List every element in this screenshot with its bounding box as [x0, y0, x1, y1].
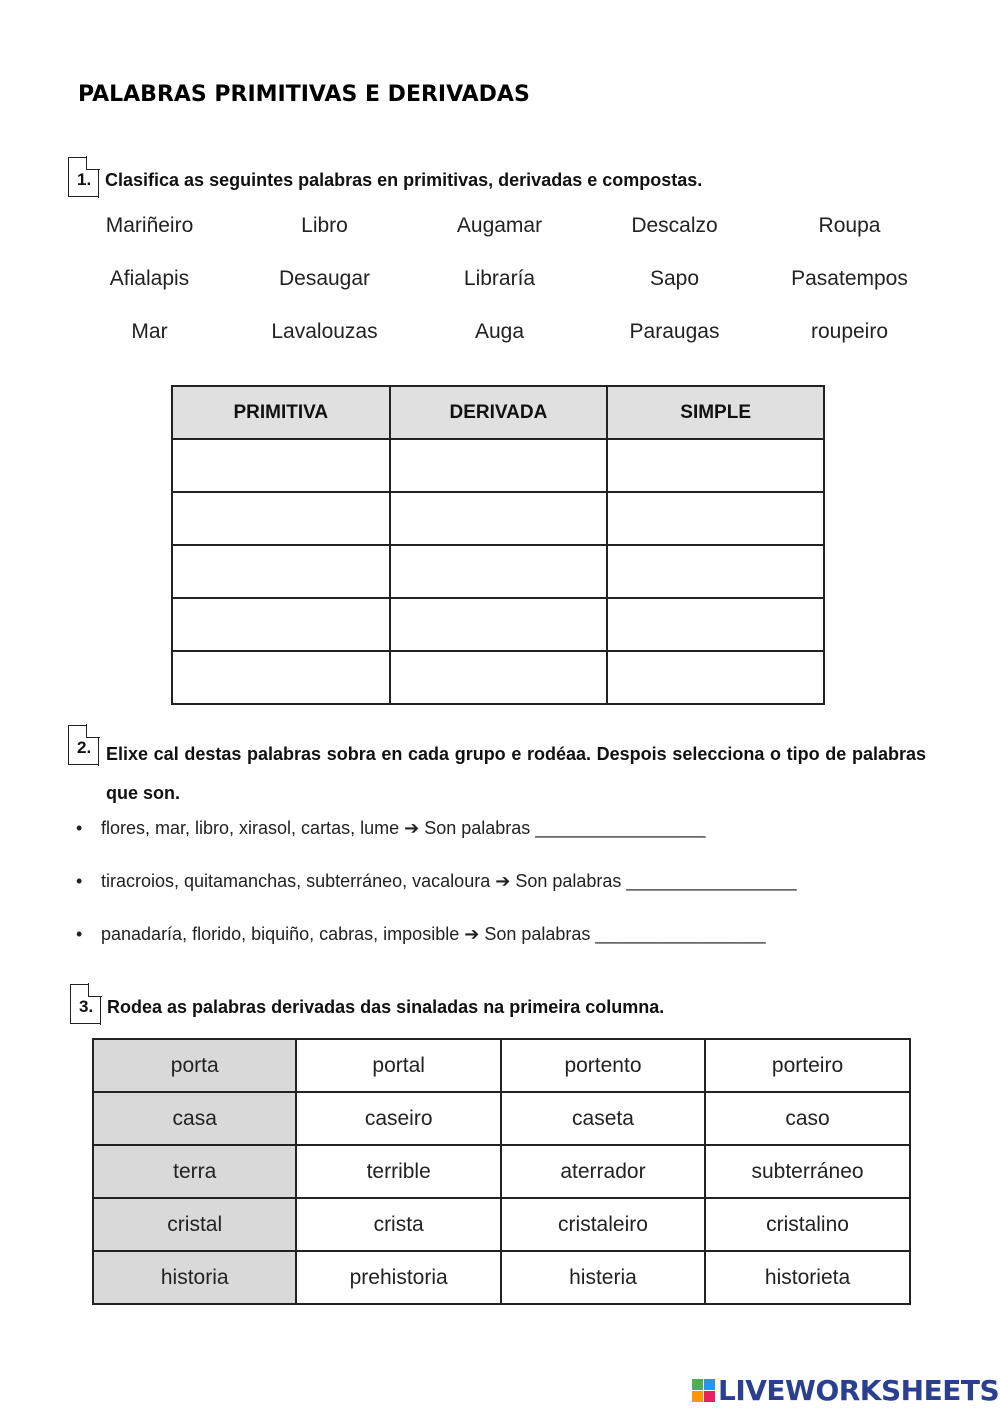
word: Lavalouzas	[271, 320, 378, 343]
answer-cell[interactable]	[390, 598, 608, 651]
answer-cell[interactable]	[607, 439, 824, 492]
word: roupeiro	[810, 320, 889, 343]
column-header-primitiva: PRIMITIVA	[172, 386, 390, 439]
exercise-instruction: Rodea as palabras derivadas das sinaladas na primeira columna.	[107, 997, 665, 1017]
answer-cell[interactable]	[390, 651, 608, 704]
table-row	[172, 439, 824, 492]
arrow-right-icon: ➔	[495, 871, 511, 891]
word: Mar	[131, 320, 168, 343]
exercise-number: 3.	[79, 997, 94, 1016]
derivation-table	[92, 1038, 911, 1305]
word-group: tiracroios, quitamanchas, subterráneo, vacaloura	[101, 871, 491, 891]
word-row	[62, 320, 937, 373]
option-cell[interactable]: subterráneo	[705, 1145, 910, 1198]
brand-name: LIVEWORKSHEETS	[718, 1374, 1000, 1407]
word: Roupa	[818, 214, 881, 237]
option-cell[interactable]: histeria	[501, 1251, 705, 1304]
exercise-number-badge	[68, 725, 98, 765]
page-fold-icon	[86, 724, 100, 738]
arrow-right-icon: ➔	[404, 818, 420, 838]
word: Mariñeiro	[105, 214, 194, 237]
word-row	[62, 214, 937, 267]
option-cell[interactable]: crista	[296, 1198, 500, 1251]
arrow-right-icon: ➔	[464, 924, 480, 944]
table-row	[93, 1198, 910, 1251]
liveworksheets-logo-icon	[692, 1379, 716, 1403]
word-group: panadaría, florido, biquiño, cabras, imposible	[101, 924, 460, 944]
answer-cell[interactable]	[172, 439, 390, 492]
root-word-cell: cristal	[93, 1198, 296, 1251]
option-cell[interactable]: aterrador	[501, 1145, 705, 1198]
answer-cell[interactable]	[172, 598, 390, 651]
table-row	[93, 1251, 910, 1304]
table-row	[93, 1092, 910, 1145]
word: Libro	[301, 214, 348, 237]
root-word-cell: porta	[93, 1039, 296, 1092]
option-cell[interactable]: porteiro	[705, 1039, 910, 1092]
bullet-icon: •	[76, 818, 83, 838]
word: Libraría	[463, 267, 536, 290]
page-fold-icon	[88, 983, 102, 997]
exercise-number-badge	[70, 984, 100, 1024]
classification-table	[171, 385, 825, 705]
word: Pasatempos	[791, 267, 908, 290]
root-word-cell: historia	[93, 1251, 296, 1304]
bullet-icon: •	[76, 871, 83, 891]
option-cell[interactable]: cristalino	[705, 1198, 910, 1251]
word: Sapo	[649, 267, 700, 290]
page-title: PALABRAS PRIMITIVAS E DERIVADAS	[78, 82, 530, 107]
word: Afialapis	[109, 267, 190, 290]
root-word-cell: casa	[93, 1092, 296, 1145]
exercise-number-badge	[68, 157, 98, 197]
option-cell[interactable]: portal	[296, 1039, 500, 1092]
word-row	[62, 267, 937, 320]
word: Descalzo	[631, 214, 718, 237]
table-row	[93, 1039, 910, 1092]
answer-cell[interactable]	[390, 545, 608, 598]
page-fold-icon	[86, 156, 100, 170]
list-item	[76, 818, 797, 871]
list-item	[76, 871, 797, 924]
option-cell[interactable]: caseiro	[296, 1092, 500, 1145]
answer-cell[interactable]	[390, 492, 608, 545]
word: Desaugar	[278, 267, 371, 290]
bullet-list	[76, 818, 797, 977]
answer-cell[interactable]	[607, 598, 824, 651]
word: Auga	[474, 320, 525, 343]
word-group: flores, mar, libro, xirasol, cartas, lume	[101, 818, 400, 838]
liveworksheets-logo	[692, 1374, 999, 1407]
column-header-derivada: DERIVADA	[390, 386, 608, 439]
table-row	[93, 1145, 910, 1198]
column-header-simple: SIMPLE	[607, 386, 824, 439]
exercise-number: 2.	[77, 738, 92, 757]
option-cell[interactable]: terrible	[296, 1145, 500, 1198]
table-row	[172, 651, 824, 704]
answer-cell[interactable]	[607, 545, 824, 598]
answer-cell[interactable]	[607, 651, 824, 704]
option-cell[interactable]: caso	[705, 1092, 910, 1145]
answer-blank[interactable]: Son palabras _________________	[515, 871, 797, 891]
exercise-number: 1.	[77, 170, 92, 189]
list-item	[76, 924, 797, 977]
answer-cell[interactable]	[607, 492, 824, 545]
answer-blank[interactable]: Son palabras _________________	[484, 924, 766, 944]
answer-cell[interactable]	[172, 545, 390, 598]
table-row	[172, 492, 824, 545]
root-word-cell: terra	[93, 1145, 296, 1198]
bullet-icon: •	[76, 924, 83, 944]
word-bank	[62, 214, 937, 373]
answer-cell[interactable]	[172, 492, 390, 545]
option-cell[interactable]: portento	[501, 1039, 705, 1092]
option-cell[interactable]: historieta	[705, 1251, 910, 1304]
word: Augamar	[456, 214, 543, 237]
exercise-instruction: Elixe cal destas palabras sobra en cada grupo e rodéaa. Despois selecciona o tipo de palabras que son.	[106, 744, 926, 803]
table-row	[172, 545, 824, 598]
table-header-row	[172, 386, 824, 439]
option-cell[interactable]: cristaleiro	[501, 1198, 705, 1251]
table-row	[172, 598, 824, 651]
answer-cell[interactable]	[390, 439, 608, 492]
word: Paraugas	[629, 320, 720, 343]
exercise-instruction: Clasifica as seguintes palabras en primitivas, derivadas e compostas.	[105, 170, 703, 190]
option-cell[interactable]: caseta	[501, 1092, 705, 1145]
option-cell[interactable]: prehistoria	[296, 1251, 500, 1304]
answer-cell[interactable]	[172, 651, 390, 704]
answer-blank[interactable]: Son palabras _________________	[424, 818, 706, 838]
